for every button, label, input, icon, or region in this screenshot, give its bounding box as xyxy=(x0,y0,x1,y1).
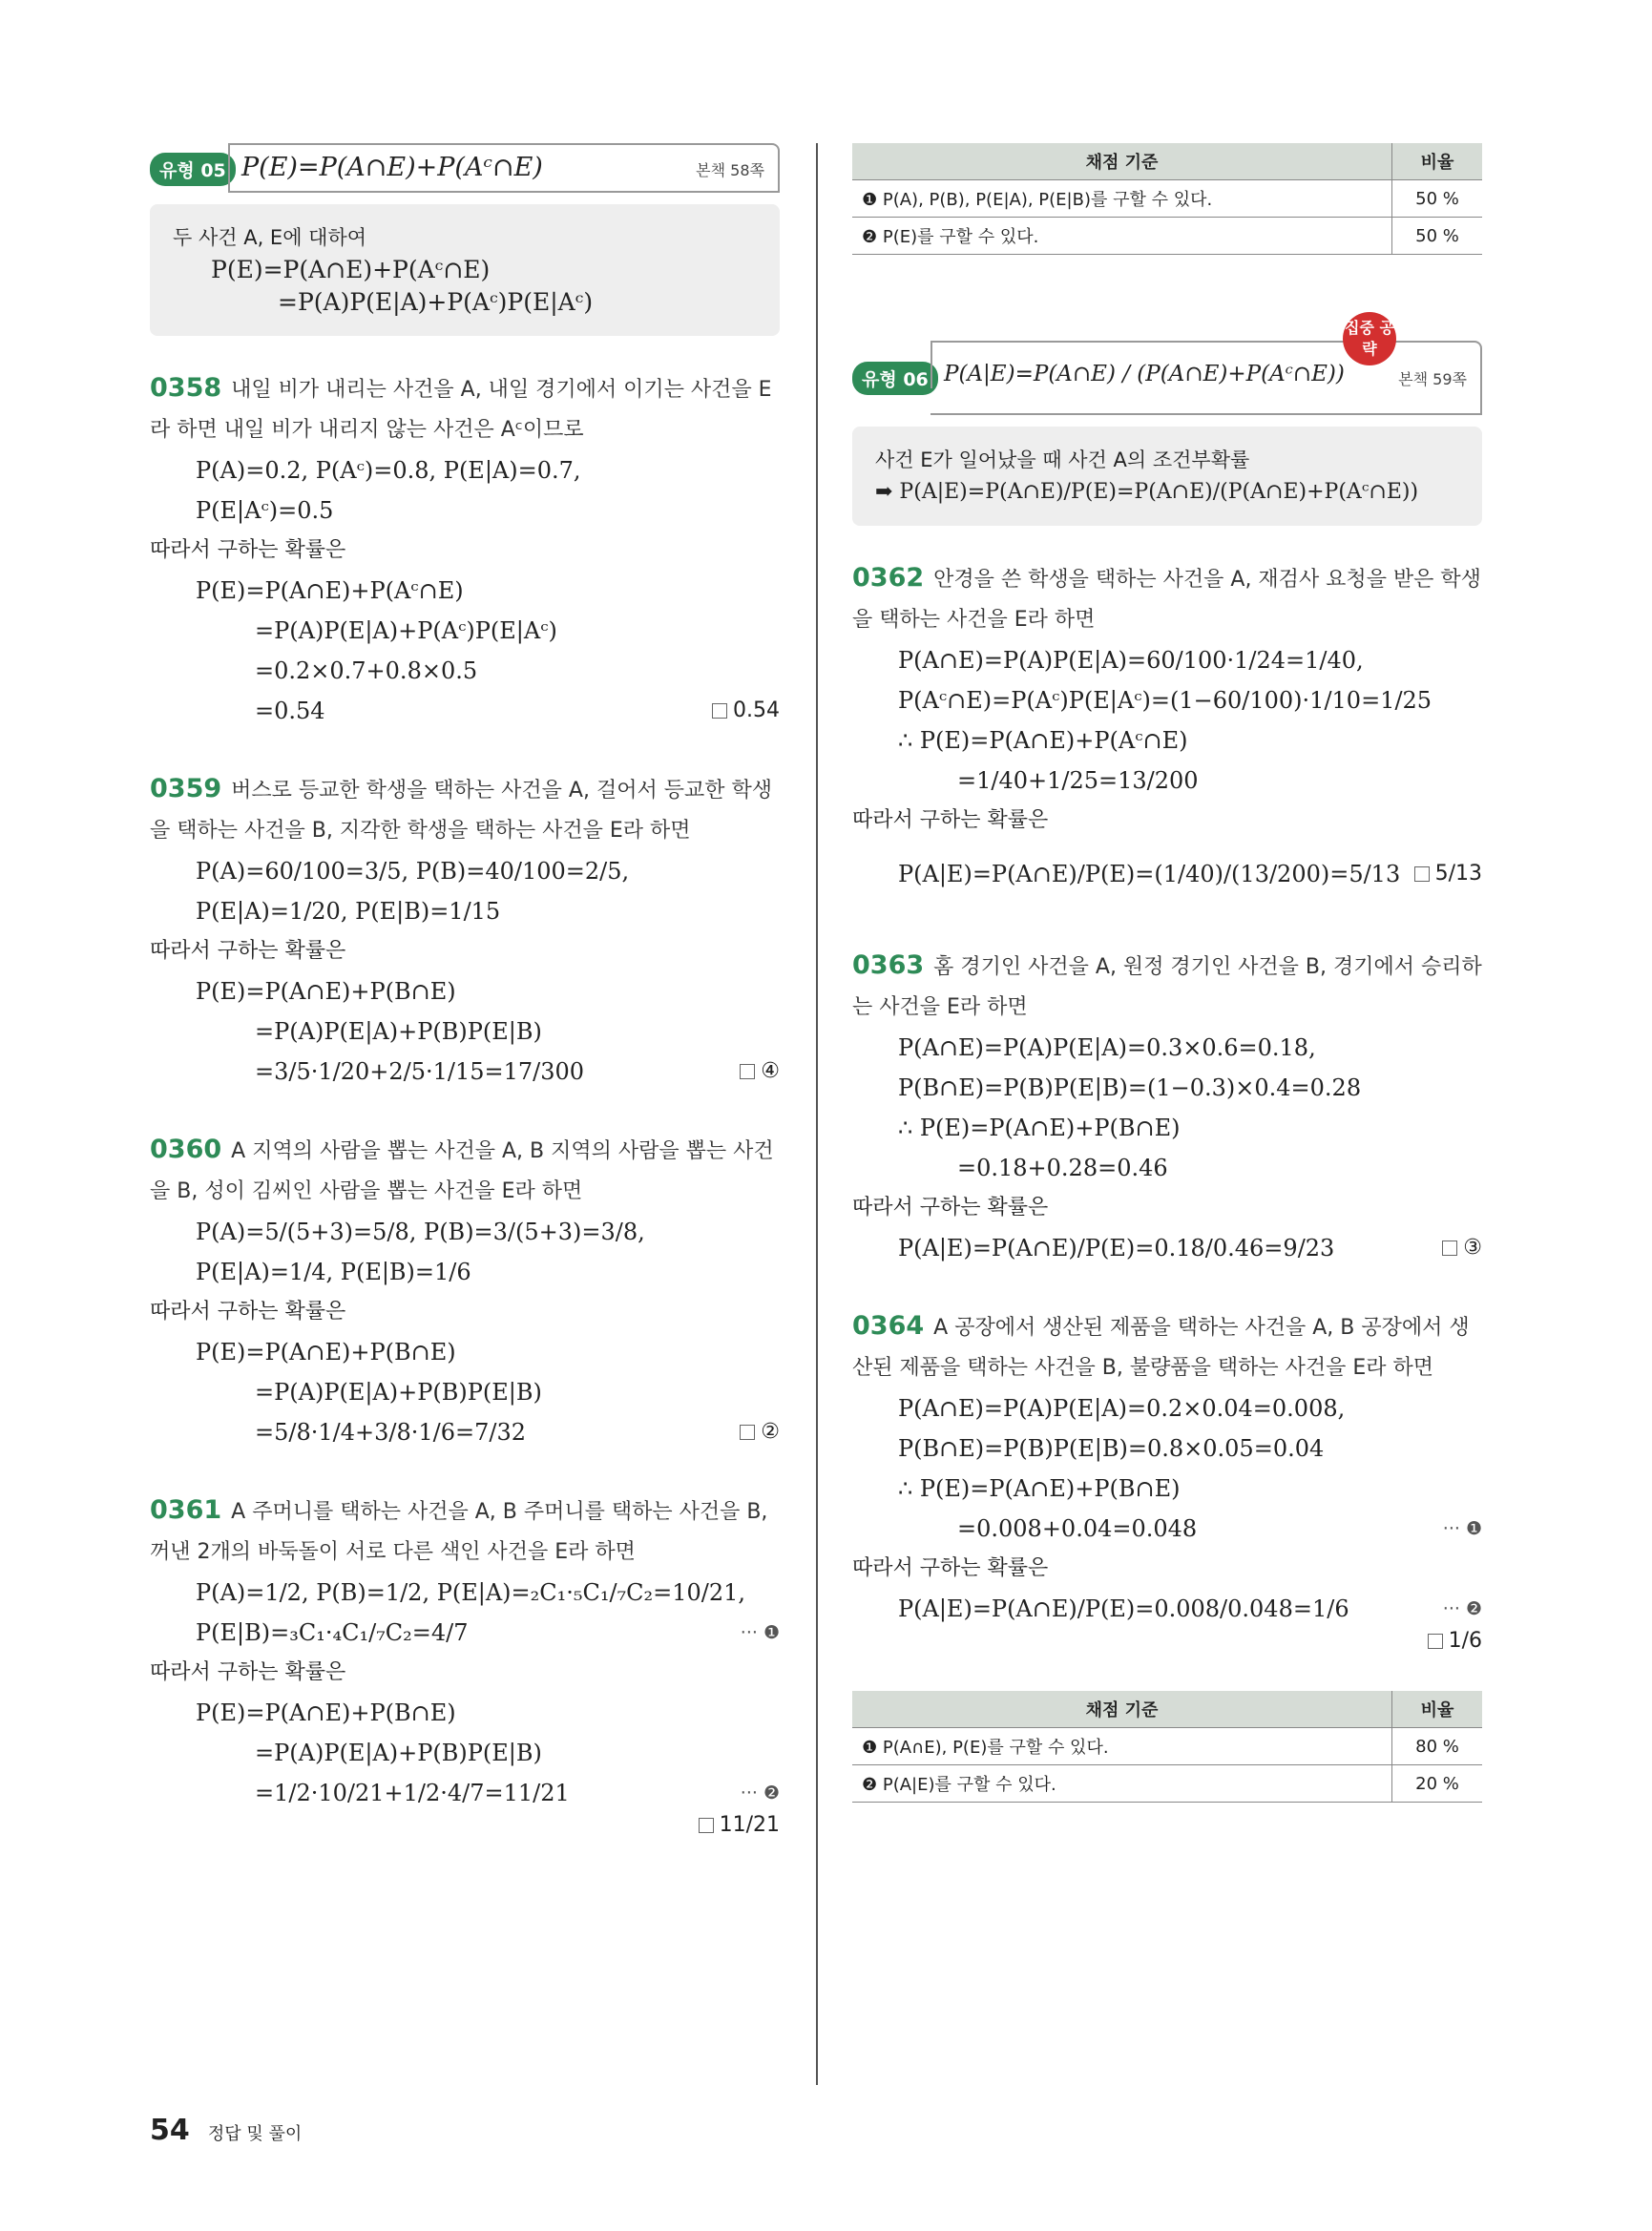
conclusion-text: 따라서 구하는 확률은 xyxy=(852,1196,1049,1220)
type06-concept xyxy=(852,427,1482,526)
problem-text: 홈 경기인 사건을 A, 원정 경기인 사건을 B, 경기에서 승리하는 사건을 E라 하면 xyxy=(852,955,1482,1019)
answer xyxy=(699,1813,780,1837)
math-line: =0.54 xyxy=(255,698,325,724)
math-line: =0.2×0.7+0.8×0.5 xyxy=(255,657,478,684)
type05-ref: 본책 58쪽 xyxy=(696,161,764,179)
grade-row-ratio: 50 % xyxy=(1392,180,1483,218)
problem-number: 0364 xyxy=(852,1311,925,1341)
problem-0363 xyxy=(852,946,1482,1268)
math-line: P(A|E)=P(A∩E)/P(E)=0.008/0.048=1/6 xyxy=(898,1595,1349,1622)
math-line: =P(A)P(E|A)+P(B)P(E|B) xyxy=(255,1379,542,1406)
right-column xyxy=(852,143,1482,1831)
math-line: =3/5·1/20+2/5·1/15=17/300 xyxy=(255,1058,585,1085)
math-line: P(A)=60/100=3/5, P(B)=40/100=2/5, xyxy=(196,858,630,885)
grade-header-criteria: 채점 기준 xyxy=(852,1691,1392,1728)
type06-box xyxy=(931,341,1482,415)
type06-header xyxy=(852,319,1482,413)
answer-value: 5/13 xyxy=(1434,862,1482,886)
math-line: =1/2·10/21+1/2·4/7=11/21 xyxy=(255,1780,570,1806)
problem-number: 0361 xyxy=(150,1495,222,1525)
problem-text: A 지역의 사람을 뽑는 사건을 A, B 지역의 사람을 뽑는 사건을 B, 성이 김씨인 사람을 뽑는 사건을 E라 하면 xyxy=(150,1139,774,1203)
step-mark-2: ··· ❷ xyxy=(1442,1598,1482,1619)
grade-header-criteria: 채점 기준 xyxy=(852,143,1392,180)
grade-row-criteria: ❶ P(A), P(B), P(E|A), P(E|B)를 구할 수 있다. xyxy=(852,180,1392,218)
grade-row-criteria: ❶ P(A∩E), P(E)를 구할 수 있다. xyxy=(852,1728,1392,1765)
math-line: P(E)=P(A∩E)+P(B∩E) xyxy=(196,978,456,1005)
conclusion-text: 따라서 구하는 확률은 xyxy=(852,1556,1049,1580)
step-mark-1: ··· ❶ xyxy=(1442,1518,1482,1539)
math-line: =P(A)P(E|A)+P(Aᶜ)P(E|Aᶜ) xyxy=(255,617,557,644)
step-mark-2: ··· ❷ xyxy=(740,1783,780,1804)
problem-number: 0360 xyxy=(150,1135,222,1164)
math-line: ∴ P(E)=P(A∩E)+P(B∩E) xyxy=(898,1475,1181,1502)
left-column xyxy=(150,143,780,1875)
type06-badge: 유형 06 xyxy=(852,362,938,395)
math-line: P(A∩E)=P(A)P(E|A)=60/100·1/24=1/40, xyxy=(898,647,1364,674)
math-line: P(E)=P(A∩E)+P(B∩E) xyxy=(196,1339,456,1366)
answer-value: ③ xyxy=(1463,1236,1482,1260)
column-divider xyxy=(816,143,818,2085)
math-line: P(A∩E)=P(A)P(E|A)=0.2×0.04=0.008, xyxy=(898,1395,1346,1422)
math-line: P(E|Aᶜ)=0.5 xyxy=(196,497,334,524)
answer xyxy=(1414,841,1482,907)
answer-value: 0.54 xyxy=(733,698,780,722)
conclusion-text: 따라서 구하는 확률은 xyxy=(150,1660,346,1684)
problem-number: 0363 xyxy=(852,950,925,980)
math-line: =0.008+0.04=0.048 xyxy=(957,1515,1198,1542)
answer-icon xyxy=(1414,866,1430,882)
answer-icon xyxy=(699,1818,714,1833)
conclusion-text: 따라서 구하는 확률은 xyxy=(852,808,1049,832)
grading-table-2 xyxy=(852,1691,1482,1803)
math-line: ∴ P(E)=P(A∩E)+P(B∩E) xyxy=(898,1115,1181,1141)
math-line: P(E)=P(A∩E)+P(Aᶜ∩E) xyxy=(196,577,464,604)
page-number: 54 xyxy=(150,2114,190,2147)
math-line: P(E|A)=1/20, P(E|B)=1/15 xyxy=(196,898,501,925)
type05-badge: 유형 05 xyxy=(150,153,236,186)
grade-header-ratio: 비율 xyxy=(1392,143,1483,180)
math-line: P(A)=1/2, P(B)=1/2, P(E|A)=₂C₁·₅C₁/₇C₂=10/21, xyxy=(196,1579,746,1606)
problem-number: 0362 xyxy=(852,563,925,593)
math-line: P(E)=P(A∩E)+P(B∩E) xyxy=(196,1699,456,1726)
grade-header-ratio: 비율 xyxy=(1392,1691,1483,1728)
problem-text: 내일 비가 내리는 사건을 A, 내일 경기에서 이기는 사건을 E라 하면 내일 비가 내리지 않는 사건은 Aᶜ이므로 xyxy=(150,378,772,442)
problem-text: 버스로 등교한 학생을 택하는 사건을 A, 걸어서 등교한 학생을 택하는 사건을 B, 지각한 학생을 택하는 사건을 E라 하면 xyxy=(150,779,772,843)
answer-value: ② xyxy=(761,1420,780,1444)
problem-0359 xyxy=(150,769,780,1092)
math-line: =5/8·1/4+3/8·1/6=7/32 xyxy=(255,1419,526,1446)
problem-number: 0359 xyxy=(150,774,222,803)
problem-0361 xyxy=(150,1491,780,1837)
math-line: P(A∩E)=P(A)P(E|A)=0.3×0.6=0.18, xyxy=(898,1034,1316,1061)
type06-ref: 본책 59쪽 xyxy=(1398,370,1467,388)
answer-icon xyxy=(740,1064,755,1079)
math-line: P(A|E)=P(A∩E)/P(E)=0.18/0.46=9/23 xyxy=(898,1235,1335,1261)
grade-row-ratio: 20 % xyxy=(1392,1765,1483,1803)
type05-header xyxy=(150,143,780,191)
answer-icon xyxy=(740,1425,755,1440)
problem-text: A 주머니를 택하는 사건을 A, B 주머니를 택하는 사건을 B, 꺼낸 2개의 바둑돌이 서로 다른 색인 사건을 E라 하면 xyxy=(150,1500,768,1564)
answer-icon xyxy=(712,703,727,719)
answer xyxy=(712,691,780,731)
answer-value: 1/6 xyxy=(1448,1629,1482,1653)
problem-text: 안경을 쓴 학생을 택하는 사건을 A, 재검사 요청을 받은 학생을 택하는 사건을 E라 하면 xyxy=(852,568,1481,632)
math-line: P(A|E)=P(A∩E)/P(E)=(1/40)/(13/200)=5/13 xyxy=(898,861,1401,887)
math-line: P(Aᶜ∩E)=P(Aᶜ)P(E|Aᶜ)=(1−60/100)·1/10=1/25 xyxy=(898,687,1432,714)
math-line: =1/40+1/25=13/200 xyxy=(957,767,1199,794)
answer-icon xyxy=(1428,1634,1443,1649)
problem-0364 xyxy=(852,1306,1482,1653)
grading-table-1 xyxy=(852,143,1482,255)
answer-value: 11/21 xyxy=(719,1813,780,1837)
conclusion-text: 따라서 구하는 확률은 xyxy=(150,939,346,963)
math-line: P(E|A)=1/4, P(E|B)=1/6 xyxy=(196,1259,471,1285)
problem-0360 xyxy=(150,1130,780,1452)
answer-icon xyxy=(1442,1241,1457,1256)
math-line: ∴ P(E)=P(A∩E)+P(Aᶜ∩E) xyxy=(898,727,1188,754)
grade-row-criteria: ❷ P(A|E)를 구할 수 있다. xyxy=(852,1765,1392,1803)
focus-tag: 집중 공략 xyxy=(1343,312,1396,365)
math-line: =0.18+0.28=0.46 xyxy=(957,1155,1168,1181)
math-line: =P(A)P(E|A)+P(B)P(E|B) xyxy=(255,1018,542,1045)
footer-label: 정답 및 풀이 xyxy=(207,2124,303,2144)
math-line: P(B∩E)=P(B)P(E|B)=0.8×0.05=0.04 xyxy=(898,1435,1325,1462)
problem-0362 xyxy=(852,558,1482,907)
answer xyxy=(1442,1228,1482,1268)
answer-value: ④ xyxy=(761,1059,780,1083)
math-line: P(B∩E)=P(B)P(E|B)=(1−0.3)×0.4=0.28 xyxy=(898,1074,1362,1101)
grade-row-criteria: ❷ P(E)를 구할 수 있다. xyxy=(852,218,1392,255)
math-line: P(A)=0.2, P(Aᶜ)=0.8, P(E|A)=0.7, xyxy=(196,457,581,484)
type05-concept-line1: P(E)=P(A∩E)+P(Aᶜ∩E) xyxy=(211,256,491,283)
problem-text: A 공장에서 생산된 제품을 택하는 사건을 A, B 공장에서 생산된 제품을 택하는 사건을 B, 불량품을 택하는 사건을 E라 하면 xyxy=(852,1316,1470,1380)
conclusion-text: 따라서 구하는 확률은 xyxy=(150,1300,346,1324)
type05-concept-line2: =P(A)P(E|A)+P(Aᶜ)P(E|Aᶜ) xyxy=(278,288,594,316)
type06-concept-line1: ➡ P(A|E)=P(A∩E)/P(E)=P(A∩E)/(P(A∩E)+P(Aᶜ∩E)) xyxy=(875,480,1419,504)
type05-concept-title: 두 사건 A, E에 대하여 xyxy=(173,226,367,249)
answer xyxy=(1428,1629,1482,1653)
problem-number: 0358 xyxy=(150,373,222,403)
type05-formula: P(E)=P(A∩E)+P(Aᶜ∩E) xyxy=(241,153,543,182)
grade-row-ratio: 50 % xyxy=(1392,218,1483,255)
math-line: P(A)=5/(5+3)=5/8, P(B)=3/(5+3)=3/8, xyxy=(196,1219,645,1245)
math-line: P(E|B)=₃C₁·₄C₁/₇C₂=4/7 xyxy=(196,1619,469,1646)
type05-concept xyxy=(150,204,780,336)
type06-concept-title: 사건 E가 일어났을 때 사건 A의 조건부확률 xyxy=(875,448,1250,471)
answer xyxy=(740,1052,780,1092)
grade-row-ratio: 80 % xyxy=(1392,1728,1483,1765)
answer xyxy=(740,1412,780,1452)
math-line: =P(A)P(E|A)+P(B)P(E|B) xyxy=(255,1740,542,1766)
type06-formula: P(A|E)=P(A∩E) / (P(A∩E)+P(Aᶜ∩E)) xyxy=(944,362,1345,386)
problem-0358 xyxy=(150,368,780,731)
type05-box xyxy=(228,143,780,193)
step-mark-1: ··· ❶ xyxy=(740,1622,780,1643)
conclusion-text: 따라서 구하는 확률은 xyxy=(150,538,346,562)
page-footer xyxy=(150,2114,302,2147)
